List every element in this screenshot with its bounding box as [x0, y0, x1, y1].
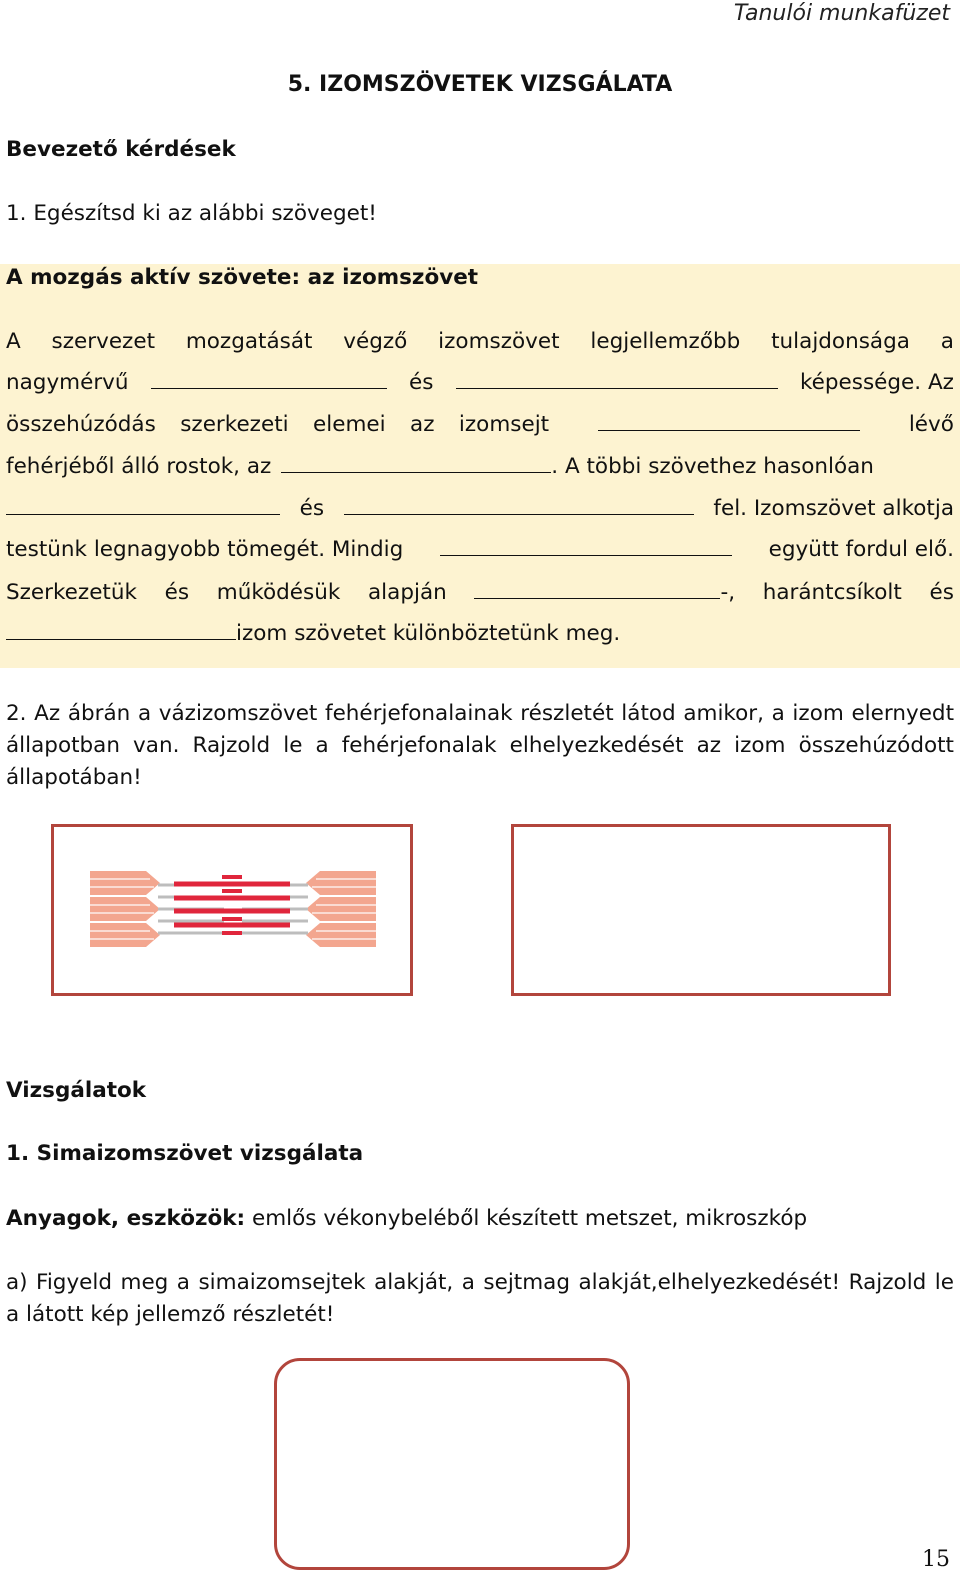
blank-4[interactable]: [281, 448, 551, 473]
task-a-instruction: a) Figyeld meg a simaizomsejtek alakját, a sejtmag alakját,elhelyezkedését! Rajzold le a látott kép jellemző részletét!: [6, 1270, 954, 1327]
smooth-muscle-subheading: 1. Simaizomszövet vizsgálata: [6, 1141, 364, 1166]
workbook-label: Tanulói munkafüzet: [733, 1, 950, 26]
myosin-block: [90, 871, 160, 895]
materials-text: emlős vékonybeléből készített metszet, mikroszkóp: [252, 1206, 808, 1231]
blank-3[interactable]: [598, 406, 860, 431]
materials-line: [6, 1203, 954, 1235]
sarcomere-diagram: [54, 827, 410, 993]
relaxed-muscle-figure: [51, 824, 413, 996]
contracted-drawing-box[interactable]: [511, 824, 891, 996]
materials-label: Anyagok, eszközök:: [6, 1206, 246, 1231]
blank-5[interactable]: [6, 490, 280, 515]
myosin-block: [306, 897, 376, 921]
blank-8[interactable]: [474, 574, 720, 599]
fill-in-line-8: izom szövetet különböztetünk meg.: [6, 613, 954, 655]
myosin-block: [306, 871, 376, 895]
blank-1[interactable]: [151, 364, 387, 389]
blank-6[interactable]: [344, 490, 694, 515]
myosin-block: [306, 923, 376, 947]
fill-in-line-6: testünk legnagyobb tömegét. Mindig együtt fordul elő.: [6, 529, 954, 571]
blank-2[interactable]: [456, 364, 778, 389]
blank-9[interactable]: [6, 615, 236, 640]
myosin-block: [90, 923, 160, 947]
page-title: 5. IZOMSZÖVETEK VIZSGÁLATA: [287, 72, 673, 97]
fill-in-line-3: összehúzódás szerkezeti elemei az izomsejt lévő: [6, 404, 954, 446]
intro-heading: Bevezető kérdések: [6, 137, 236, 162]
smooth-muscle-drawing-box[interactable]: [274, 1358, 630, 1570]
blank-7[interactable]: [440, 531, 732, 556]
myosin-block: [90, 897, 160, 921]
task-2-instruction: 2. Az ábrán a vázizomszövet fehérjefonalainak részletét látod amikor, a izom elernyedt állapotban van. Rajzold le a fehérjefonalak elhelyezkedését az izom összehúzódott állapotában!: [6, 701, 954, 790]
fill-in-line-4: fehérjéből álló rostok, az . A többi szövethez hasonlóan: [6, 446, 954, 488]
fill-in-title: A mozgás aktív szövete: az izomszövet: [6, 265, 479, 290]
page-number: 15: [922, 1547, 950, 1572]
investigations-heading: Vizsgálatok: [6, 1078, 147, 1103]
fill-in-line-2: nagymérvű és képessége. Az: [6, 362, 954, 404]
fill-in-line-7: Szerkezetük és működésük alapján -, harántcsíkolt és: [6, 572, 954, 614]
fill-in-line-5: és fel. Izomszövet alkotja: [6, 488, 954, 530]
fill-in-line-1: A szervezet mozgatását végző izomszövet legjellemzőbb tulajdonsága a: [6, 329, 954, 354]
task-1-instruction: 1. Egészítsd ki az alábbi szöveget!: [6, 201, 377, 226]
